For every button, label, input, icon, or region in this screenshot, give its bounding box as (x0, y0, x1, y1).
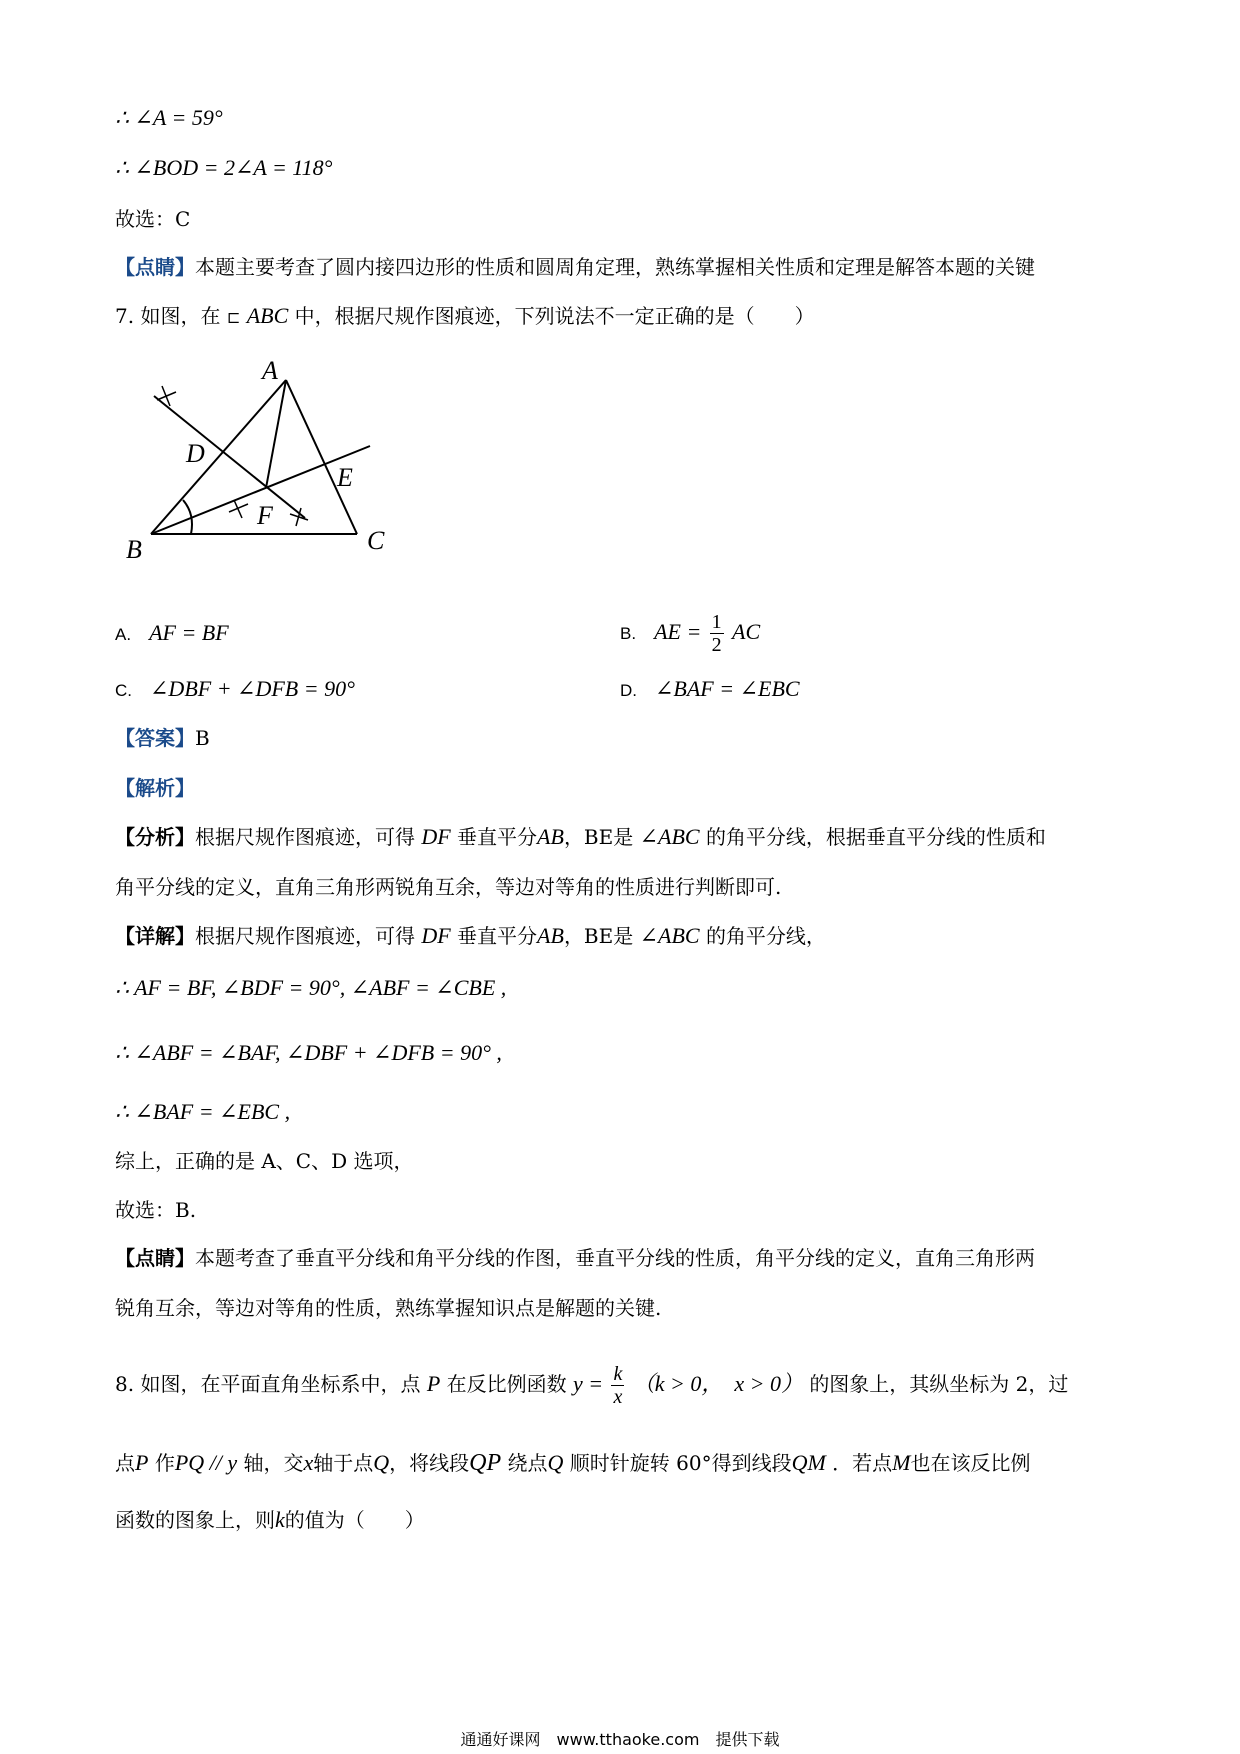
note-tag: 【点睛】 (115, 255, 195, 279)
q8-l3-a: 函数的图象上，则 (115, 1508, 275, 1532)
answer-line (115, 724, 210, 752)
fenxi-line-1 (115, 823, 1046, 851)
q8-l1-post: 的图象上，其纵坐标为 2，过 (809, 1372, 1069, 1396)
note-text: 本题主要考查了圆内接四边形的性质和圆周角定理，熟练掌握相关性质和定理是解答本题的关键 (195, 255, 1035, 279)
xj-1a: 根据尺规作图痕迹，可得 (195, 924, 415, 948)
option-b-fraction (710, 612, 724, 655)
q8-l2-g: 顺时针旋转 60°得到线段 (569, 1451, 792, 1475)
q8-l1-mid: 在反比例函数 (446, 1372, 567, 1396)
q8-line-1 (115, 1364, 1068, 1407)
q8-fraction (611, 1364, 624, 1407)
q7-figure (118, 352, 408, 566)
xj-1c: 垂直平分 (457, 924, 538, 948)
answer-tag: 【答案】 (115, 726, 195, 750)
fenxi-1d: AB (537, 824, 564, 849)
q8-l2-x: x (303, 1450, 314, 1475)
q8-l3-b: 的值为（ ） (284, 1508, 425, 1532)
fenxi-1g: 的角平分线，根据垂直平分线的性质和 (705, 825, 1046, 849)
frac-num: 1 (711, 611, 722, 633)
analysis-line (115, 774, 195, 802)
option-c-letter: C. (115, 681, 132, 700)
line-angle-bod: ∴ ∠BOD = 2∠A = 118° (115, 155, 333, 180)
option-c-text: ∠DBF + ∠DFB = 90° (150, 676, 355, 701)
dianjing-line-2: 锐角互余，等边对等角的性质，熟练掌握知识点是解题的关键. (115, 1296, 662, 1320)
q8-l2-qp: QP (469, 1450, 502, 1476)
line-choice-c: 故选：C (115, 207, 191, 231)
fenxi-1f: ∠ABC (639, 824, 700, 849)
q8-l2-f: 绕点 (507, 1451, 548, 1475)
label-c: C (367, 526, 385, 555)
analysis-tag: 【解析】 (115, 776, 195, 800)
q8-l2-q: Q (373, 1450, 390, 1475)
q8-l2-q2: Q (547, 1450, 564, 1475)
answer-value: B (195, 726, 210, 750)
option-a-letter: A. (115, 625, 132, 644)
q7-stem-abc: ABC (246, 303, 289, 328)
dianjing-line-1 (115, 1244, 1035, 1272)
xj-1d: AB (537, 923, 564, 948)
dianjing-tag: 【点睛】 (115, 1246, 195, 1270)
q8-l2-qm: QM (791, 1450, 826, 1475)
xiangjie-line-4: ∴ ∠BAF = ∠EBC , (115, 1099, 291, 1124)
option-b-pre: AE = (654, 619, 702, 644)
angle-arc (183, 500, 192, 534)
option-d-letter: D. (620, 681, 637, 700)
fenxi-1c: 垂直平分 (457, 825, 538, 849)
fenxi-tag: 【分析】 (115, 825, 195, 849)
q7-stem-pre: 7. 如图，在 (115, 304, 221, 328)
option-b-letter: B. (620, 624, 637, 643)
xj-1f: ∠ABC (639, 923, 700, 948)
q7-stem-post: 中，根据尺规作图痕迹，下列说法不一定正确的是（ ） (294, 304, 815, 328)
xiangjie-line-6: 故选：B. (115, 1198, 197, 1222)
label-d: D (186, 439, 205, 468)
xiangjie-line-1 (115, 922, 826, 950)
q8-l2-m: M (892, 1450, 911, 1475)
option-b (620, 612, 760, 655)
segment-af (266, 380, 286, 488)
q8-l2-i: 也在该反比例 (910, 1451, 1031, 1475)
label-a: A (262, 356, 278, 385)
option-a (115, 618, 229, 650)
page-footer: 通通好课网 www.tthaoke.com 提供下载 (460, 1730, 780, 1749)
triangle-diagram (118, 352, 408, 562)
q8-l1-pre: 8. 如图，在平面直角坐标系中，点 (115, 1372, 421, 1396)
xj-1b: DF (421, 923, 451, 948)
q8-l2-pq: PQ // y (174, 1450, 238, 1475)
q8-l2-h: ．若点 (832, 1451, 893, 1475)
q8-line-2 (115, 1449, 1030, 1477)
q8-l2-p: P (135, 1450, 149, 1475)
xj-1g: 的角平分线， (705, 924, 826, 948)
q8-l3-k: k (275, 1507, 285, 1532)
q7-stem (115, 302, 815, 332)
fenxi-1a: 根据尺规作图痕迹，可得 (195, 825, 415, 849)
q8-l2-a: 点 (115, 1451, 135, 1475)
q8-l2-b: 作 (154, 1451, 175, 1475)
perpendicular-bisector (154, 396, 305, 518)
option-d (620, 674, 800, 706)
q8-l1-y: y = (572, 1371, 604, 1396)
label-e: E (337, 463, 353, 492)
label-f: F (257, 501, 273, 530)
q8-l2-d: 轴于点 (313, 1451, 374, 1475)
fenxi-line-2: 角平分线的定义，直角三角形两锐角互余，等边对等角的性质进行判断即可. (115, 875, 782, 899)
dj-1: 本题考查了垂直平分线和角平分线的作图，垂直平分线的性质，角平分线的定义，直角三角形两 (195, 1246, 1035, 1270)
option-c (115, 674, 355, 706)
line-angle-a: ∴ ∠A = 59° (115, 105, 223, 130)
option-a-text: AF = BF (149, 620, 229, 645)
xiangjie-tag: 【详解】 (115, 924, 195, 948)
xiangjie-line-2: ∴ AF = BF, ∠BDF = 90°, ∠ABF = ∠CBE , (115, 975, 507, 1000)
xiangjie-line-5: 综上，正确的是 A、C、D 选项， (115, 1149, 414, 1173)
q8-l2-c: 轴，交 (243, 1451, 304, 1475)
q8-line-3 (115, 1506, 425, 1534)
option-d-text: ∠BAF = ∠EBC (655, 676, 800, 701)
fenxi-1e: ，BE是 (563, 825, 634, 849)
option-b-post: AC (732, 619, 761, 644)
xiangjie-line-3: ∴ ∠ABF = ∠BAF, ∠DBF + ∠DFB = 90° , (115, 1040, 502, 1065)
frac-den: 2 (711, 634, 722, 656)
fenxi-1b: DF (421, 824, 451, 849)
q8-l1-cond: （k > 0， x > 0） (632, 1371, 803, 1396)
q8-l1-p: P (426, 1371, 441, 1396)
q8-frac-den: x (613, 1386, 623, 1408)
note-q6 (115, 253, 1035, 281)
triangle-symbol: ⊏ (226, 308, 241, 327)
q8-l2-e: ，将线段 (389, 1451, 470, 1475)
xj-1e: ，BE是 (563, 924, 634, 948)
label-b: B (126, 535, 142, 562)
q8-frac-num: k (613, 1363, 623, 1385)
